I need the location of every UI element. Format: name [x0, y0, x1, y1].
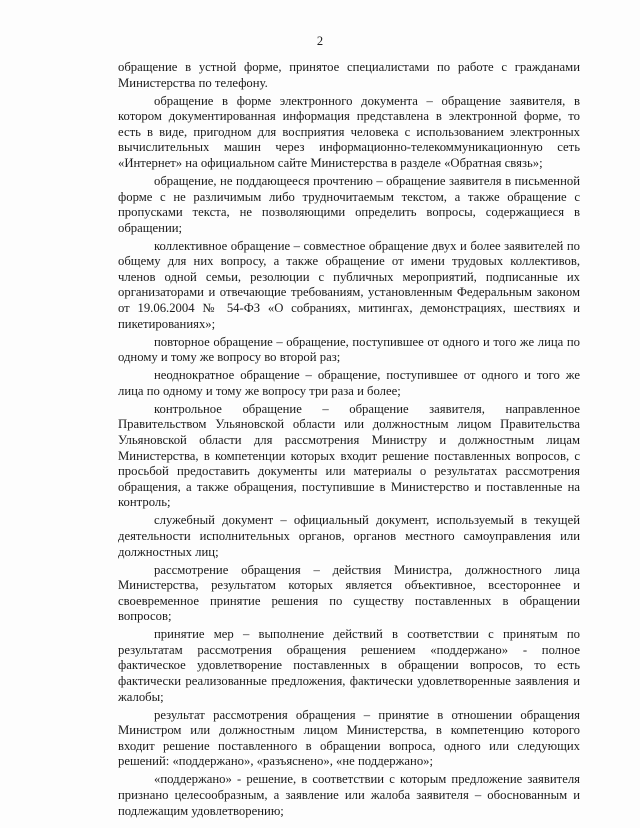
paragraph-review-result: результат рассмотрения обращения – принятие в отношении обращения Министром или должностным лицом Министерства, в компетенцию которого входит решение поставленного в обращении вопроса, одного или следующих решений: «поддержано», «разъяснено», «не поддержано»;: [118, 707, 580, 769]
paragraph-electronic-appeal: обращение в форме электронного документа – обращение заявителя, в котором документированная информация представлена в электронной форме, то есть в виде, пригодном для восприятия человека с использованием электронных вычислительных машин через информационно-телекоммуникационную сеть «Интернет» на официальном сайте Министерства в разделе «Обратная связь»;: [118, 93, 580, 170]
paragraph-collective-appeal: коллективное обращение – совместное обращение двух и более заявителей по общему для них вопросу, а также обращение от имени трудовых коллективов, членов одной семьи, резолюции с публичных мероприятий, подписанные их организаторами и отвечающие требованиям, установленным Федеральным законом от 19.06.2004 № 54-ФЗ «О собраниях, митингах, демонстрациях, шествиях и пикетированиях»;: [118, 238, 580, 331]
paragraph-oral-appeal: обращение в устной форме, принятое специалистами по работе с гражданами Министерства по телефону.: [118, 60, 580, 90]
page-number: 2: [316, 34, 324, 48]
paragraph-official-document: служебный документ – официальный документ, используемый в текущей деятельности исполнительных органов, органов местного самоуправления или должностных лиц;: [118, 513, 580, 559]
paragraph-appeal-review: рассмотрение обращения – действия Министра, должностного лица Министерства, результатом которых является объективное, всестороннее и своевременное принятие решения по существу поставленных в обращении вопросов;: [118, 562, 580, 624]
document-body: [118, 60, 580, 822]
paragraph-multiple-appeal: неоднократное обращение – обращение, поступившее от одного и того же лица по одному и тому же вопросу три раза и более;: [118, 368, 580, 398]
paragraph-supported-decision: «поддержано» - решение, в соответствии с которым предложение заявителя признано целесообразным, а заявление или жалоба заявителя – обоснованным и подлежащим удовлетворению;: [118, 772, 580, 818]
paragraph-unreadable-appeal: обращение, не поддающееся прочтению – обращение заявителя в письменной форме с не различимым либо трудночитаемым текстом, а также обращение с пропусками текста, не позволяющими определить вопросы, содержащиеся в обращении;: [118, 173, 580, 235]
paragraph-repeated-appeal: повторное обращение – обращение, поступившее от одного и того же лица по одному и тому же вопросу во второй раз;: [118, 334, 580, 365]
paragraph-control-appeal: контрольное обращение – обращение заявителя, направленное Правительством Ульяновской области или должностным лицом Правительства Ульяновской области для рассмотрения Министру и должностным лицам Министерства, в компетенции которых входит решение поставленных вопросов, с просьбой предоставить документы или материалы о результатах рассмотрения обращения, а также обращения, поступившие в Министерство и поставленные на контроль;: [118, 401, 580, 510]
paragraph-taking-measures: принятие мер – выполнение действий в соответствии с принятым по результатам рассмотрения обращения решением «поддержано» - полное фактическое удовлетворение поставленных в обращении вопросов, то есть фактически реализованные предложения, фактически удовлетворенные заявления и жалобы;: [118, 627, 580, 704]
